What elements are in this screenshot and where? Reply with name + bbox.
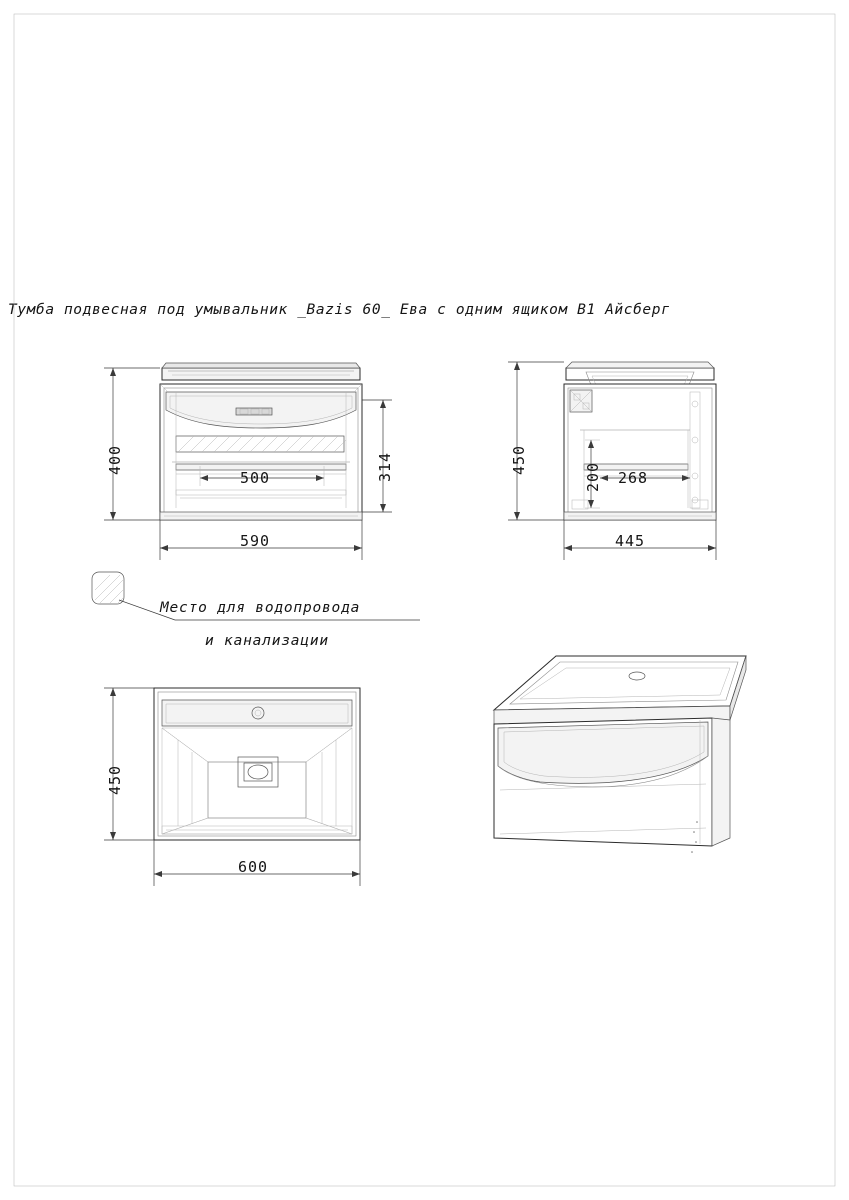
dim-side-inner-height: 200: [584, 461, 602, 492]
dim-front-drawer-height: 314: [376, 451, 394, 482]
top-view-geometry: [154, 688, 360, 840]
legend-line-1: Место для водопровода: [160, 600, 361, 616]
dim-top-width: 600: [238, 858, 269, 876]
dim-front-inner-width: 500: [240, 469, 271, 487]
side-view-geometry: [564, 362, 716, 520]
isometric-view-geometry: [494, 656, 746, 853]
front-view-geometry: [160, 363, 362, 520]
dim-side-inner-depth: 268: [618, 469, 649, 487]
dim-front-height: 400: [106, 444, 124, 475]
legend-line-2: и канализации: [205, 633, 329, 649]
dim-front-width: 590: [240, 532, 271, 550]
page-title: Тумба подвесная под умывальник _Bazis 60_ Ева с одним ящиком В1 Айсберг: [8, 302, 671, 318]
dim-side-height: 450: [510, 444, 528, 475]
dim-side-depth: 445: [615, 532, 646, 550]
dim-top-depth: 450: [106, 764, 124, 795]
